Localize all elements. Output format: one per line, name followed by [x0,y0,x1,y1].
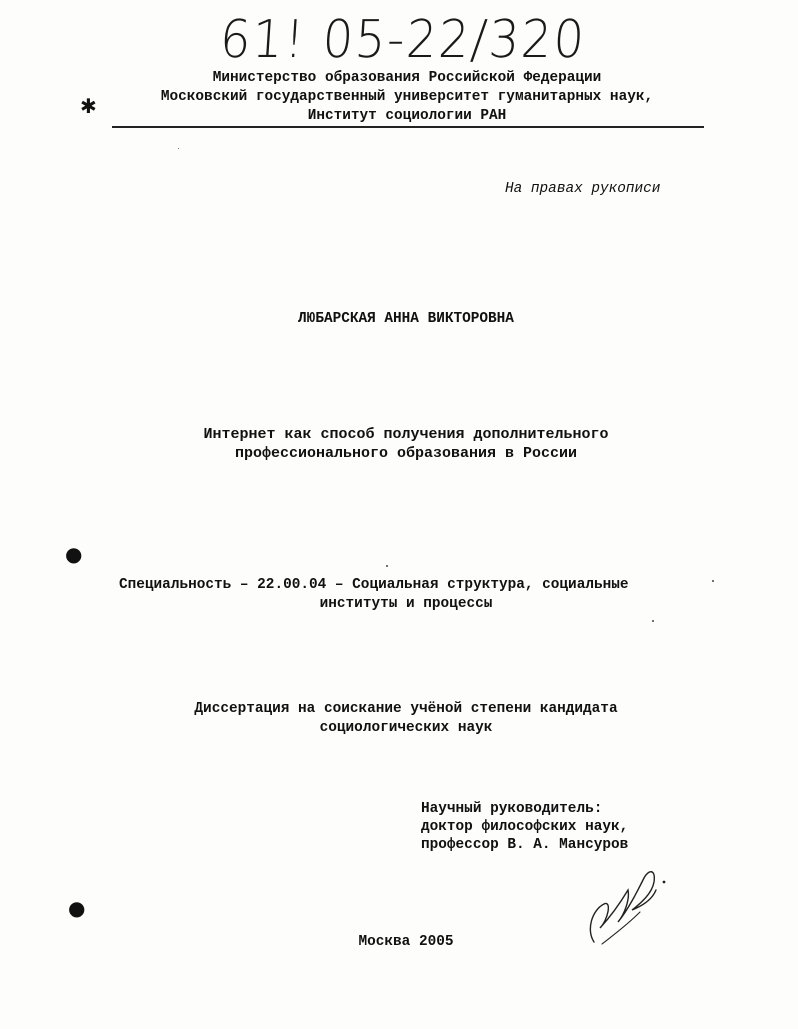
advisor-name: профессор В. А. Мансуров [421,837,629,853]
handwritten-archive-code [218,10,617,70]
advisor-label: Научный руководитель: [421,801,603,817]
binding-hole-mark: ✱ [80,94,97,118]
binding-hole-mark: ● [65,542,83,566]
author-name: ЛЮБАРСКАЯ АННА ВИКТОРОВНА [298,311,514,327]
archive-code-text: 61! 05-22/320 [218,10,588,70]
dissertation-title-line-2: профессионального образования в России [234,445,578,462]
dissertation-title-line-1: Интернет как способ получения дополнительного [203,426,609,443]
specialty-line-2: институты и процессы [319,596,493,612]
header-divider [112,126,704,128]
scan-speck [386,565,388,567]
degree-statement-line-2: социологических наук [319,720,493,736]
binding-hole-mark: ● [68,896,86,920]
scan-speck [712,580,714,582]
advisor-degree: доктор философских наук, [421,819,629,835]
specialty-line-1: Специальность – 22.00.04 – Социальная структура, социальные [119,577,629,593]
scan-speck [652,620,654,622]
ministry-heading: Министерство образования Российской Федерации [212,70,602,86]
university-heading: Московский государственный университет гуманитарных наук, [160,89,654,105]
scan-speck [178,148,179,149]
city-and-year: Москва 2005 [358,934,454,950]
degree-statement-line-1: Диссертация на соискание учёной степени кандидата [194,701,618,717]
manuscript-rights-note: На правах рукописи [505,181,661,197]
institute-heading: Институт социологии РАН [307,108,507,124]
